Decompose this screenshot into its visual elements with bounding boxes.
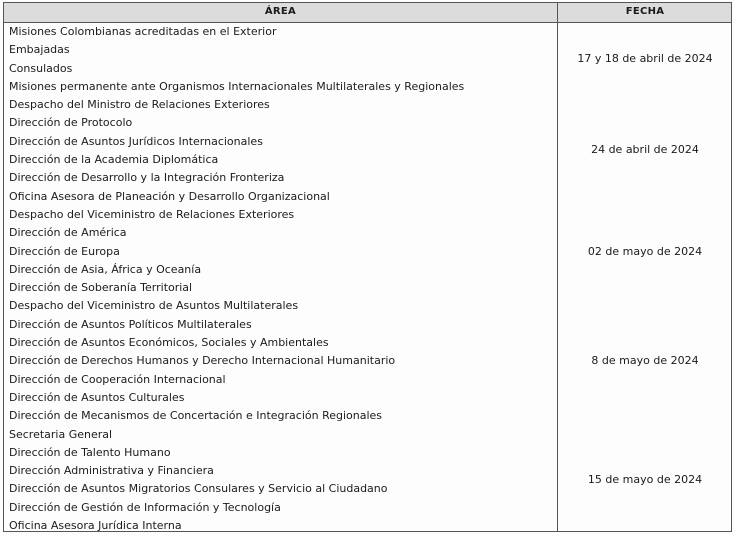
table-row: Despacho del Viceministro de Relaciones Exteriores (9, 207, 295, 221)
table-row: Dirección de Asuntos Jurídicos Internacionales (9, 134, 263, 148)
table-row: Dirección de Desarrollo y la Integración Fronteriza (9, 171, 285, 185)
table-row: Dirección de Gestión de Información y Tecnología (9, 500, 281, 514)
table-row: Despacho del Ministro de Relaciones Exteriores (9, 98, 270, 112)
table-row: Dirección de la Academia Diplomática (9, 153, 219, 167)
column-divider (557, 3, 558, 531)
table-row: Dirección de Soberanía Territorial (9, 281, 193, 295)
table-row: Dirección de Europa (9, 244, 120, 258)
table-row: Dirección de América (9, 226, 127, 240)
table-row: Dirección de Talento Humano (9, 445, 171, 459)
table-row: Dirección de Cooperación Internacional (9, 372, 226, 386)
table-row: Misiones permanente ante Organismos Internacionales Multilaterales y Regionales (9, 79, 465, 93)
table-row: Secretaria General (9, 427, 113, 441)
table-row: Dirección de Mecanismos de Concertación e Integración Regionales (9, 409, 383, 423)
table-row: Dirección de Asuntos Culturales (9, 390, 185, 404)
table-row: Dirección de Asuntos Económicos, Sociales y Ambientales (9, 336, 329, 350)
table-row: Dirección de Asuntos Políticos Multilaterales (9, 317, 252, 331)
table-row: Oficina Asesora Jurídica Interna (9, 519, 182, 533)
date-group-1: 17 y 18 de abril de 2024 (577, 52, 713, 65)
date-group-3: 02 de mayo de 2024 (587, 245, 703, 258)
area-column (4, 23, 557, 535)
schedule-table (3, 2, 732, 532)
table-row: Dirección de Asuntos Migratorios Consulares y Servicio al Ciudadano (9, 482, 388, 496)
header-fecha: FECHA (625, 6, 665, 17)
table-row: Dirección de Protocolo (9, 116, 133, 130)
table-row: Oficina Asesora de Planeación y Desarrollo Organizacional (9, 189, 330, 203)
header-area: ÁREA (264, 6, 297, 17)
table-row: Dirección Administrativa y Financiera (9, 464, 214, 478)
date-group-2: 24 de abril de 2024 (591, 143, 699, 156)
date-group-4: 8 de mayo de 2024 (591, 354, 699, 367)
table-row: Despacho del Viceministro de Asuntos Multilaterales (9, 299, 299, 313)
table-row: Dirección de Derechos Humanos y Derecho Internacional Humanitario (9, 354, 396, 368)
date-group-5: 15 de mayo de 2024 (587, 473, 703, 486)
table-row: Consulados (9, 61, 73, 75)
table-row: Misiones Colombianas acreditadas en el Exterior (9, 25, 277, 38)
table-header (4, 3, 731, 23)
table-row: Embajadas (9, 43, 70, 57)
table-row: Dirección de Asia, África y Oceanía (9, 262, 202, 276)
